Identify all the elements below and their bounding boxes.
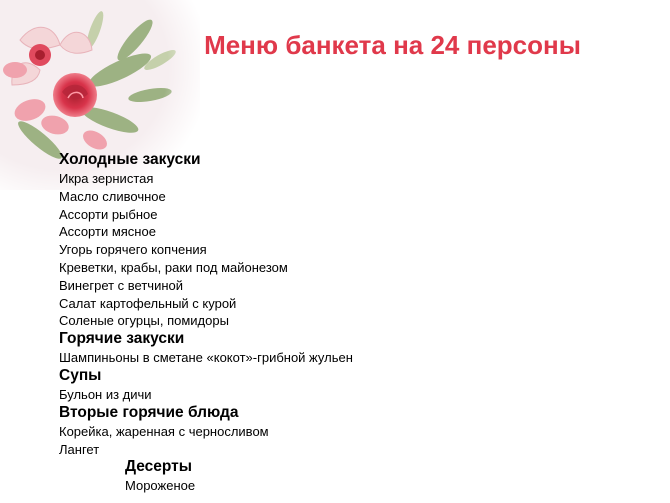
menu-item: Бульон из дичи	[59, 386, 152, 402]
menu-item: Винегрет с ветчиной	[59, 277, 184, 293]
section-desserts	[59, 458, 619, 495]
page-title: Меню банкета на 24 персоны	[204, 30, 581, 60]
menu-item: Соленые огурцы, помидоры	[59, 313, 229, 329]
menu-item: Ассорти мясное	[59, 224, 156, 240]
section-cold-appetizers	[59, 151, 619, 330]
menu-item: Лангет	[59, 441, 100, 457]
section-heading: Вторые горячие блюда	[59, 403, 239, 421]
menu-item: Корейка, жаренная с черносливом	[59, 423, 269, 439]
section-heading: Десерты	[125, 458, 192, 476]
menu-item: Масло сливочное	[59, 188, 166, 204]
section-heading: Холодные закуски	[59, 151, 201, 168]
section-main-courses	[59, 404, 619, 459]
menu-item: Ассорти рыбное	[59, 206, 158, 222]
menu-item: Икра зернистая	[59, 171, 154, 186]
menu-item: Креветки, крабы, раки под майонезом	[59, 259, 288, 275]
menu-list	[59, 151, 619, 495]
menu-item: Салат картофельный с курой	[59, 295, 237, 311]
section-soups	[59, 367, 619, 404]
section-hot-appetizers	[59, 330, 619, 367]
section-heading: Супы	[59, 366, 102, 384]
menu-item: Мороженое	[125, 478, 196, 494]
menu-item: Шампиньоны в сметане «кокот»-грибной жульен	[59, 350, 353, 366]
menu-item: Угорь горячего копчения	[59, 242, 207, 258]
section-heading: Горячие закуски	[59, 330, 185, 348]
